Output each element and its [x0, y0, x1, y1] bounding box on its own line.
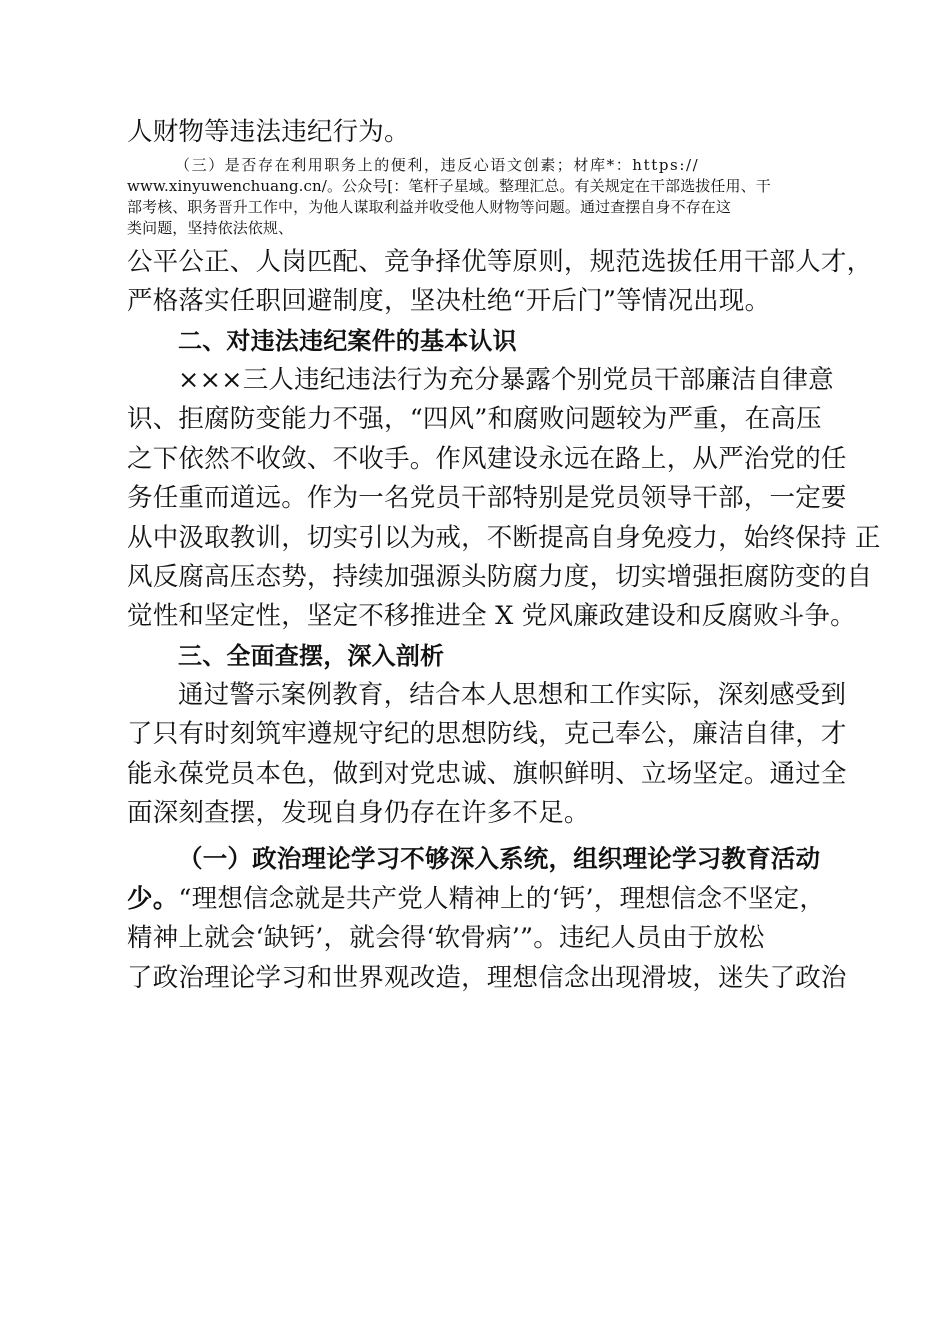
note-line: 部考核、职务晋升工作中，为他人谋取利益并收受他人财物等问题。通过查摆自身不存在这: [127, 198, 732, 216]
paragraph-line: 能永葆党员本色，做到对党忠诚、旗帜鲜明、立场坚定。通过全: [127, 759, 847, 789]
section-heading: 二、对违法违纪案件的基本认识: [178, 327, 517, 355]
paragraph-line: 觉性和坚定性，坚定不移推进全 X 党风廉政建设和反腐败斗争。: [127, 601, 856, 631]
subsection-heading: （一）政治理论学习不够深入系统，组织理论学习教育活动: [178, 844, 821, 873]
paragraph-line: 了政治理论学习和世界观改造，理想信念出现滑坡，迷失了政治: [127, 963, 847, 993]
paragraph-line: 人财物等违法违纪行为。: [127, 117, 410, 147]
note-line: www.xinyuwenchuang.cn/。公众号[：笔杆子星域。整理汇总。有关规定在干部选拔任用、干: [127, 177, 771, 195]
paragraph-line: [127, 880, 842, 918]
subsection-heading-end: 少。: [127, 884, 179, 914]
paragraph-line: 之下依然不收敛、不收手。作风建设永远在路上，从严治党的任: [127, 444, 847, 474]
paragraph-line: 面深刻查摆，发现自身仍存在许多不足。: [127, 798, 590, 828]
note-line: （三）是否存在利用职务上的便利，违反心语文创素；材库*：https://: [175, 156, 700, 174]
paragraph-line: 严格落实任职回避制度，坚决杜绝“开后门”等情况出现。: [127, 286, 771, 316]
paragraph-text: “理想信念就是共产党人精神上的‘钙’，理想信念不坚定，: [178, 884, 826, 914]
paragraph-line: 了只有时刻筑牢遵规守纪的思想防线，克己奉公，廉洁自律，才: [127, 719, 847, 749]
section-heading: 三、全面查摆，深入剖析: [178, 642, 445, 670]
paragraph-line: 风反腐高压态势，持续加强源头防腐力度，切实增强拒腐防变的自: [127, 562, 873, 592]
paragraph-line: 精神上就会‘缺钙’，就会得‘软骨病’”。违纪人员由于放松: [127, 923, 765, 953]
paragraph-line: 从中汲取教训，切实引以为戒，不断提高自身免疫力，始终保持 正: [127, 523, 881, 553]
note-line: 类问题，坚持依法依规、: [127, 219, 294, 237]
paragraph-line: 公平公正、人岗匹配、竞争择优等原则，规范选拔任用干部人才，: [127, 247, 873, 277]
paragraph-line: ×××三人违纪违法行为充分暴露个别党员干部廉洁自律意: [178, 365, 834, 395]
paragraph-line: 务任重而道远。作为一名党员干部特别是党员领导干部，一定要: [127, 483, 847, 513]
paragraph-line: 识、拒腐防变能力不强，“四风”和腐败问题较为严重，在高压: [127, 404, 822, 434]
paragraph-line: 通过警示案例教育，结合本人思想和工作实际，深刻感受到: [178, 680, 847, 710]
